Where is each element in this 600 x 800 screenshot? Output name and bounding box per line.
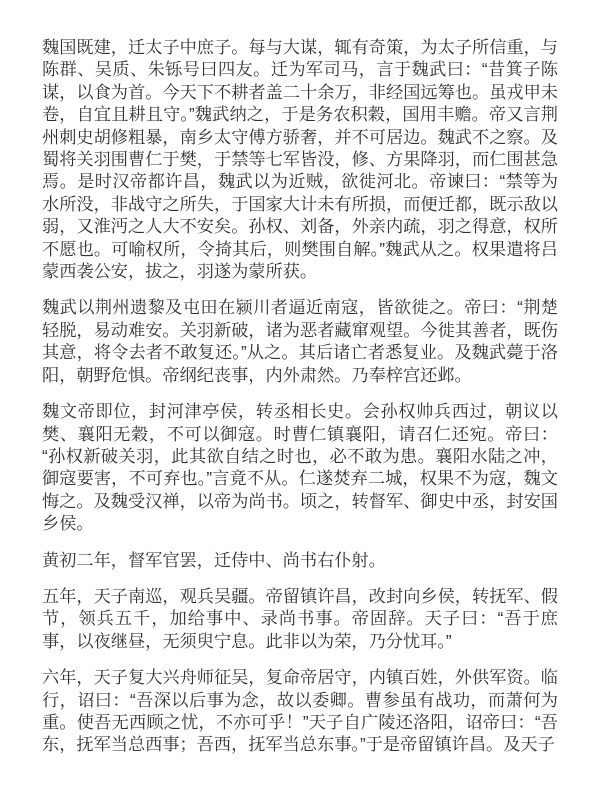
paragraph-wei-state-established: 魏国既建，迁太子中庶子。每与大谋，辄有奇策，为太子所信重，与陈群、吴质、朱铄号曰四友。迁为军司马，言于魏武曰：“昔箕子陈谋，以食为首。今天下不耕者盖二十余万，非经国远筹也。虽戎甲未卷，自宜且耕且守。”魏武纳之，于是务农积穀，国用丰赡。帝又言荆州刺史胡修粗暴，南乡太守傅方骄奢，并不可居边。魏武不之察。及蜀将关羽围曹仁于樊，于禁等七军皆没，修、方果降羽，而仁围甚急焉。是时汉帝都许昌，魏武以为近贼，欲徙河北。帝谏曰：“禁等为水所没，非战守之所失，于国家大计未有所损，而便迁都，既示敌以弱，又淮沔之人大不安矣。孙权、刘备，外亲内疏，羽之得意，权所不愿也。可喻权所，令掎其后，则樊围自解。”魏武从之。权果遣将吕蒙西袭公安，拔之，羽遂为蒙所获。: [42, 37, 558, 282]
paragraph-wen-emperor-accession: 魏文帝即位，封河津亭侯，转丞相长史。会孙权帅兵西过，朝议以樊、襄阳无穀，不可以御寇。时曹仁镇襄阳，请召仁还宛。帝曰：“孙权新破关羽，此其欲自结之时也，必不敢为患。襄阳水陆之冲，御寇要害，不可弃也。”言竟不从。仁遂焚弃二城，权果不为寇，魏文悔之。及魏受汉禅，以帝为尚书。顷之，转督军、御史中丞，封安国乡侯。: [42, 401, 558, 534]
paragraph-huangchu-second-year: 黄初二年，督军官罢，迁侍中、尚书右仆射。: [42, 549, 386, 570]
paragraph-jingzhou-relocation: 魏武以荆州遗黎及屯田在颍川者逼近南寇，皆欲徙之。帝曰：“荆楚轻脱，易动难安。关羽新破，诸为恶者藏窜观望。今徙其善者，既伤其意，将令去者不敢复还。”从之。其后诸亡者悉复业。及魏武薨于洛阳，朝野危惧。帝纲纪丧事，内外肃然。乃奉梓宫还邺。: [42, 297, 558, 385]
paragraph-sixth-year: 六年，天子复大兴舟师征吴，复命帝居守，内镇百姓，外供军资。临行，诏曰：“吾深以后事为念，故以委卿。曹参虽有战功，而萧何为重。使吾无西顾之忧，不亦可乎！”天子自广陵还洛阳，诏帝曰：“吾东，抚军当总西事；吾西，抚军当总东事。”于是帝留镇许昌。及天子: [42, 667, 558, 755]
paragraph-fifth-year: 五年，天子南巡，观兵吴疆。帝留镇许昌，改封向乡侯，转抚军、假节，领兵五千，加给事中、录尚书事。帝固辞。天子曰：“吾于庶事，以夜继昼，无须臾宁息。此非以为荣，乃分忧耳。”: [42, 585, 558, 651]
